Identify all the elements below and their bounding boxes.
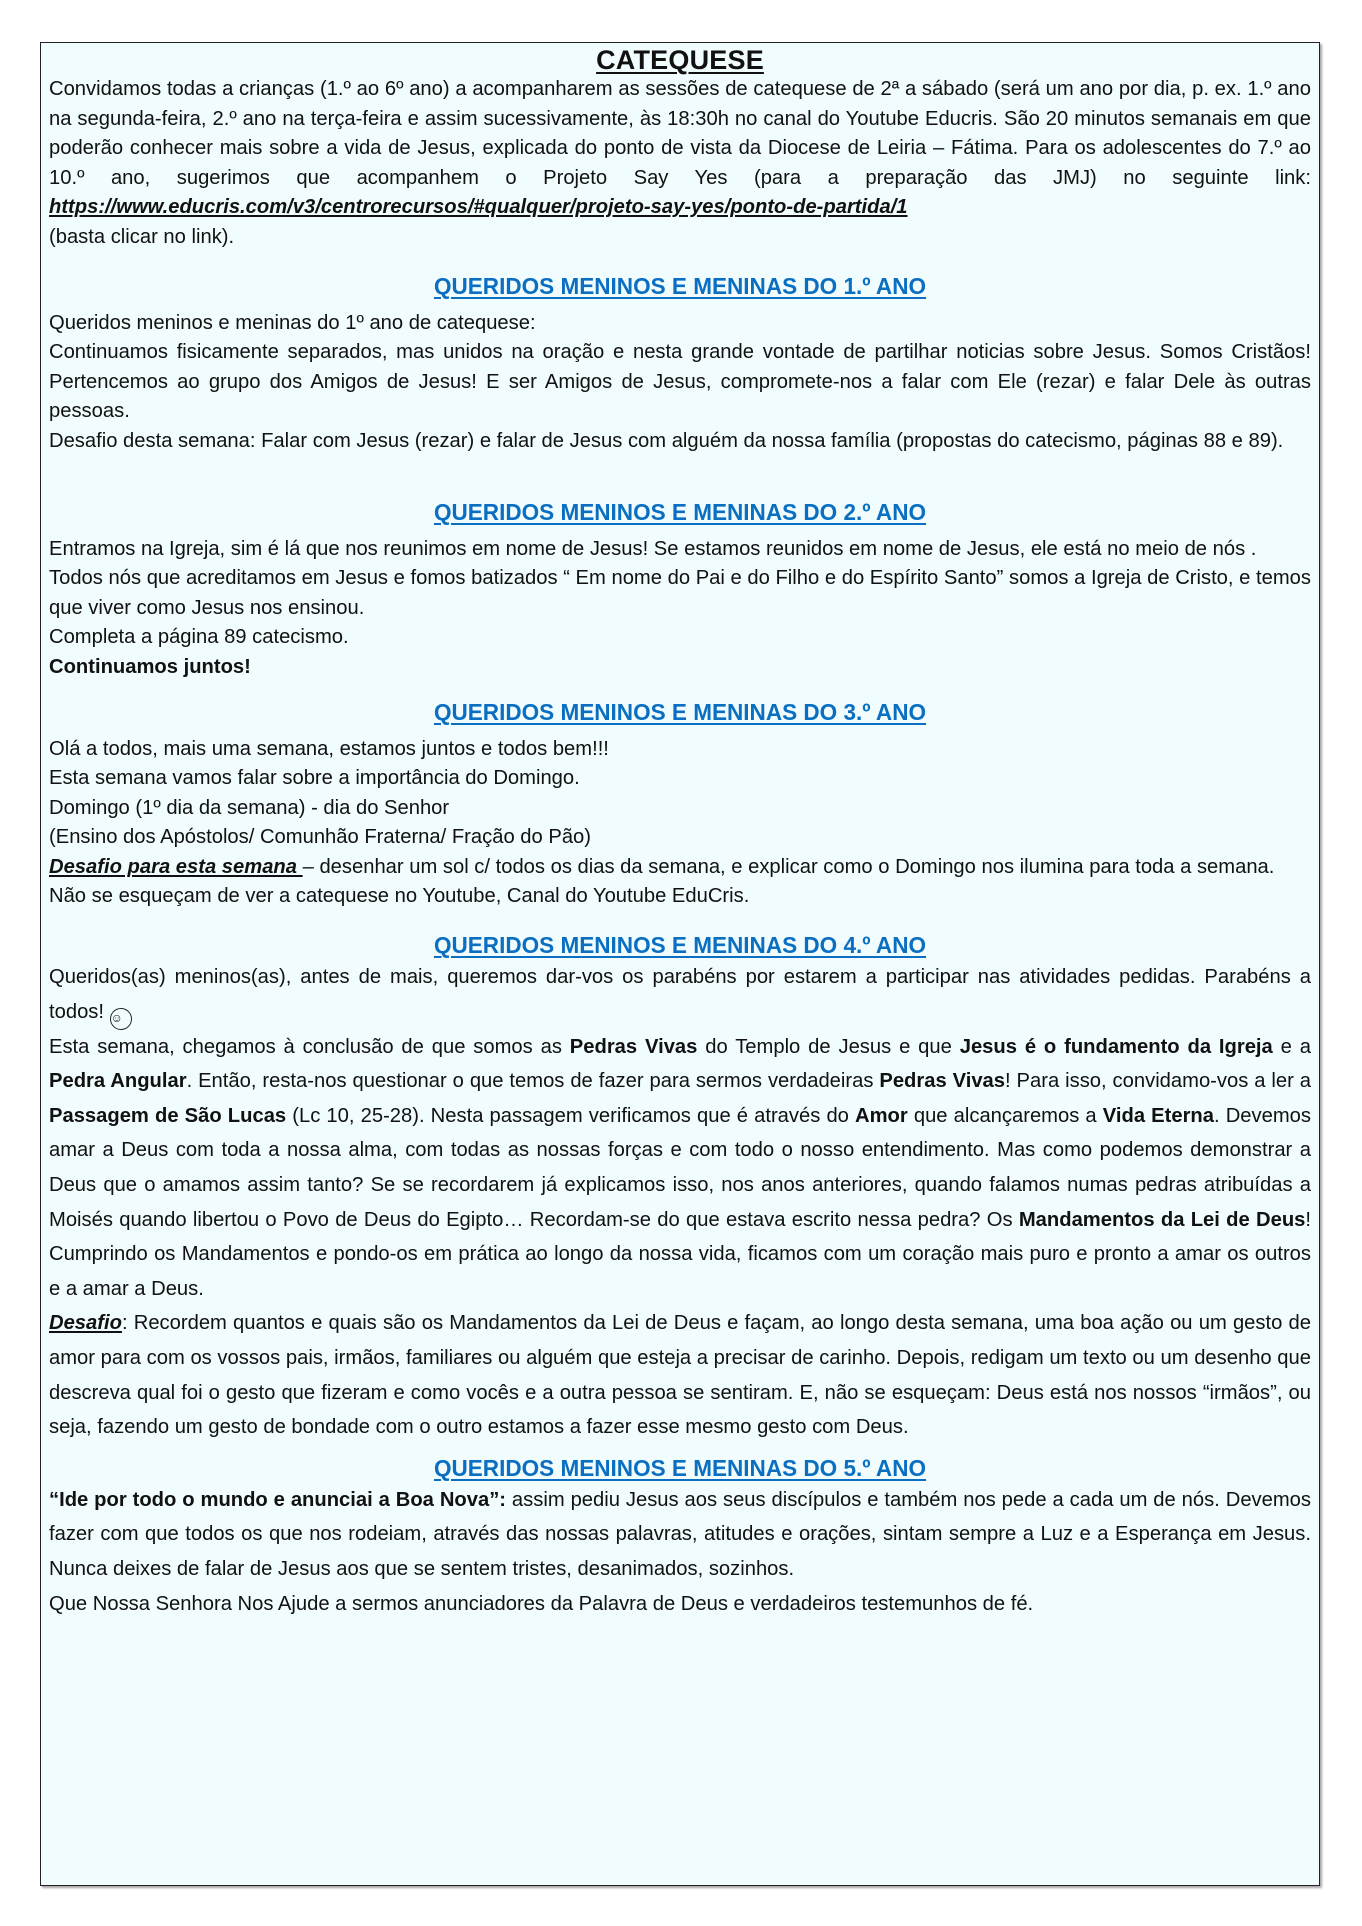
section-heading: QUERIDOS MENINOS E MENINAS DO 1.º ANO (433, 272, 927, 299)
text-run: . Devemos amar a Deus com toda a nossa alma, com todas as nossas forças e com todo o nosso entendimento. Mas como podemos demonstrar a Deus que o amamos assim tanto? Se se recordarem já explicamos isso, nos anos anteriores, quando falamos numas pedras atribuídas a Moisés quando libertou o Povo de Deus do Egipto… Recordam-se do que estava escrito nessa pedra? Os (49, 1104, 1311, 1231)
paragraph (49, 1030, 1311, 1307)
paragraph: Queridos meninos e meninas do 1º ano de catequese: (49, 311, 536, 334)
spacer (49, 683, 1311, 697)
paragraph: Entramos na Igreja, sim é lá que nos reunimos em nome de Jesus! Se estamos reunidos em nome de Jesus, ele está no meio de nós . (49, 537, 1257, 560)
paragraph: Continuamos fisicamente separados, mas unidos na oração e nesta grande vontade de partilhar noticias sobre Jesus. Somos Cristãos! Pertencemos ao grupo dos Amigos de Jesus! E ser Amigos de Jesus, compromete-nos a falar com Ele (rezar) e falar Dele às outras pessoas. (49, 341, 1311, 423)
text-run: do Templo de Jesus e que (697, 1035, 960, 1058)
text-run: ! Cumprindo os Mandamentos e pondo-os em prática ao longo da nossa vida, ficamos com um coração mais puro e pronto a amar os outros e a amar a Deus. (49, 1208, 1311, 1300)
text-run: Esta semana, chegamos à conclusão de que somos as (49, 1035, 570, 1058)
paragraph: Olá a todos, mais uma semana, estamos juntos e todos bem!!! (49, 737, 609, 760)
bold-run: Passagem de São Lucas (49, 1104, 287, 1127)
catechesis-document (40, 42, 1320, 1886)
spacer (49, 527, 1311, 535)
challenge-label: Desafio para esta semana (49, 855, 303, 878)
text-run: (Lc 10, 25-28). Nesta passagem verificamos que é através do (286, 1104, 856, 1127)
spacer (49, 253, 1311, 271)
section-heading: QUERIDOS MENINOS E MENINAS DO 4.º ANO (433, 932, 927, 959)
bold-run: Mandamentos da Lei de Deus (1018, 1208, 1306, 1231)
page-title: CATEQUESE (596, 45, 764, 75)
paragraph (49, 960, 1311, 1030)
text-run: ! Para isso, convidamo-vos a ler a (1005, 1070, 1311, 1093)
paragraph: Completa a página 89 catecismo. (49, 626, 349, 649)
bold-run: Pedra Angular (49, 1070, 187, 1093)
challenge-text: – desenhar um sol c/ todos os dias da semana, e explicar como o Domingo nos ilumina para toda a semana. (302, 855, 1275, 878)
spacer (49, 301, 1311, 309)
challenge-label: Desafio (49, 1312, 122, 1335)
text-run: e a (1272, 1035, 1311, 1058)
bold-run: Pedras Vivas (569, 1035, 698, 1058)
challenge-text: : Recordem quantos e quais são os Mandamentos da Lei de Deus e façam, ao longo desta semana, uma boa ação ou um gesto de amor para com os vossos pais, irmãos, familiares ou alguém que esteja a precisar de carinho. Depois, redigam um texto ou um desenho que descreva qual foi o gesto que fizeram e como vocês e a outra pessoa se sentiram. E, não se esqueçam: Deus está nos nossos “irmãos”, ou seja, fazendo um gesto de bondade com o outro estamos a fazer esse mesmo gesto com Deus. (49, 1312, 1311, 1439)
challenge-paragraph (49, 853, 1311, 883)
bold-run: Pedras Vivas (879, 1070, 1006, 1093)
paragraph: Todos nós que acreditamos em Jesus e fomos batizados “ Em nome do Pai e do Filho e do Espírito Santo” somos a Igreja de Cristo, e temos que viver como Jesus nos ensinou. (49, 567, 1311, 619)
closing-line: Continuamos juntos! (49, 655, 251, 678)
text-run: . Então, resta-nos questionar o que temos de fazer para sermos verdadeiras (186, 1070, 880, 1093)
section-heading: QUERIDOS MENINOS E MENINAS DO 5.º ANO (433, 1454, 927, 1481)
intro-click-note: (basta clicar no link). (49, 225, 235, 248)
section-3-ano (49, 697, 1311, 913)
intro-text: Convidamos todas a crianças (1.º ao 6º ano) a acompanharem as sessões de catequese de 2ª a sábado (será um ano por dia, p. ex. 1.º ano na segunda-feira, 2.º ano na terça-feira e assim sucessivamente, às 18:30h no canal do Youtube Educris. São 20 minutos semanais em que poderão conhecer mais sobre a vida de Jesus, explicada do ponto de vista da Diocese de Leiria – Fátima. Para os adolescentes do 7.º ao 10.º ano, sugerimos que acompanhem o Projeto Say Yes (para a preparação das JMJ) no seguinte link: (49, 78, 1311, 189)
section-4-ano (49, 930, 1311, 1445)
say-yes-link[interactable]: https://www.educris.com/v3/centrorecursos/#qualquer/projeto-say-yes/ponto-de-partida/1 (49, 196, 908, 219)
paragraph: Não se esqueçam de ver a catequese no Youtube, Canal do Youtube EduCris. (49, 885, 750, 908)
spacer (49, 457, 1311, 497)
congrats-text: Queridos(as) meninos(as), antes de mais, queremos dar-vos os parabéns por estarem a participar nas atividades pedidas. Parabéns a todos! (49, 966, 1311, 1023)
spacer (49, 727, 1311, 735)
section-2-ano (49, 497, 1311, 683)
paragraph: Que Nossa Senhora Nos Ajude a sermos anunciadores da Palavra de Deus e verdadeiros testemunhos de fé. (49, 1592, 1034, 1615)
paragraph (49, 1483, 1311, 1587)
text-run: que alcançaremos a (907, 1104, 1103, 1127)
bold-run: Vida Eterna (1102, 1104, 1214, 1127)
paragraph: (Ensino dos Apóstolos/ Comunhão Fraterna/ Fração do Pão) (49, 826, 591, 849)
quote-text: “Ide por todo o mundo e anunciai a Boa Nova”: (49, 1488, 507, 1511)
section-heading: QUERIDOS MENINOS E MENINAS DO 2.º ANO (433, 498, 927, 525)
intro-paragraph (49, 75, 1311, 253)
spacer (49, 1445, 1311, 1453)
section-heading: QUERIDOS MENINOS E MENINAS DO 3.º ANO (433, 698, 927, 725)
spacer (49, 912, 1311, 930)
smiley-icon: ☺ (110, 1008, 132, 1030)
paragraph: Desafio desta semana: Falar com Jesus (rezar) e falar de Jesus com alguém da nossa família (propostas do catecismo, páginas 88 e 89). (49, 429, 1284, 452)
text-run: assim pediu Jesus aos seus discípulos e também nos pede a cada um de nós. Devemos fazer com que todos os que nos rodeiam, através das nossas palavras, atitudes e orações, sintam sempre a Luz e a Esperança em Jesus. Nunca deixes de falar de Jesus aos que se sentem tristes, desanimados, sozinhos. (49, 1488, 1312, 1580)
bold-run: Jesus é o fundamento da Igreja (959, 1035, 1273, 1058)
section-1-ano (49, 271, 1311, 457)
paragraph: Domingo (1º dia da semana) - dia do Senhor (49, 796, 450, 819)
section-5-ano (49, 1453, 1311, 1621)
bold-run: Amor (855, 1104, 908, 1127)
challenge-paragraph (49, 1306, 1311, 1444)
paragraph: Esta semana vamos falar sobre a importância do Domingo. (49, 767, 580, 790)
